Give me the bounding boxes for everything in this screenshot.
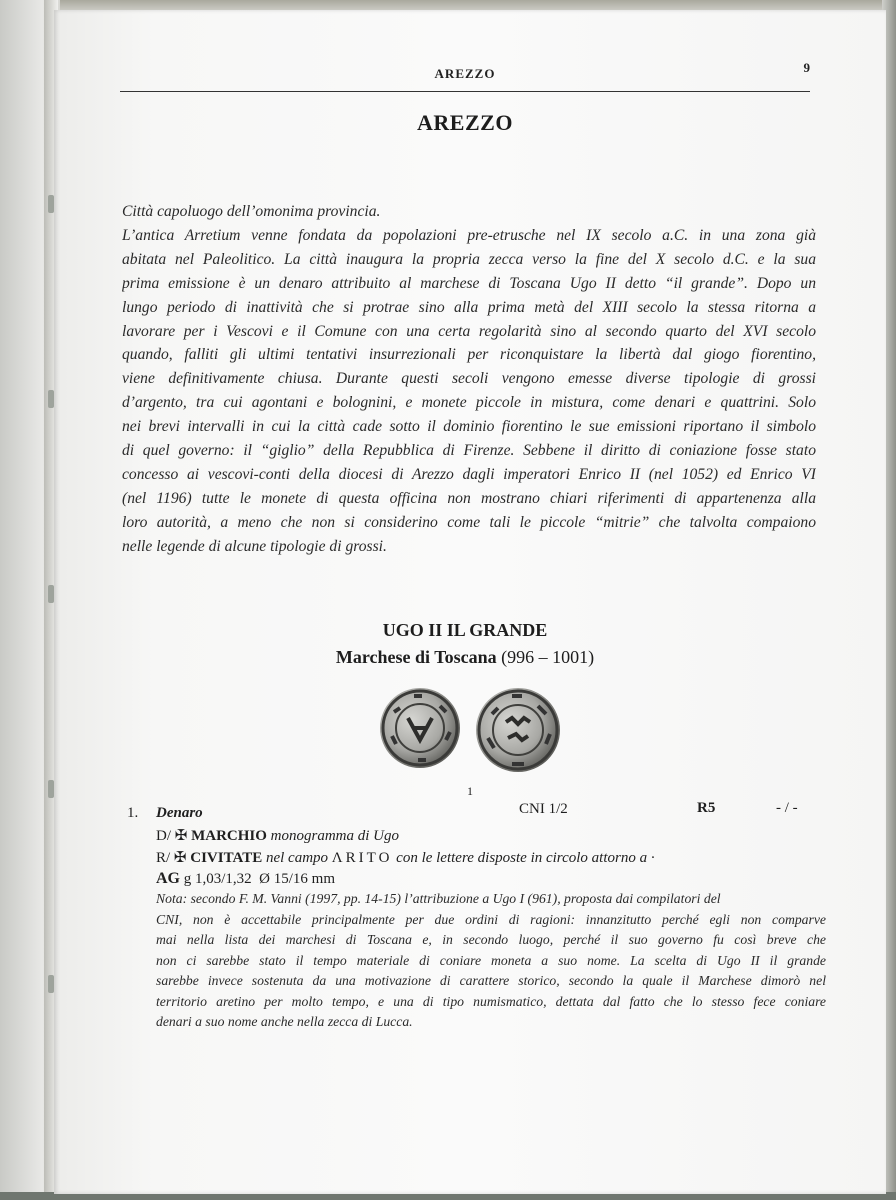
metal-weight-row bbox=[156, 870, 335, 888]
intro-paragraph bbox=[122, 200, 816, 559]
catalog-reference: CNI 1/2 bbox=[519, 801, 568, 817]
catalog-note bbox=[156, 889, 826, 1033]
intro-line: viene definitivamente chiusa. Durante questi secoli vengono emesse diverse tipologie di grossi bbox=[122, 370, 816, 388]
page-number: 9 bbox=[803, 60, 810, 75]
entry-number: 1. bbox=[127, 805, 139, 821]
intro-line: abitata nel Paleolitico. La città inaugura la propria zecca verso la fine del X secolo d.C. e la sua bbox=[122, 250, 816, 268]
coin-reverse-image bbox=[476, 688, 560, 772]
obverse-description bbox=[156, 826, 399, 845]
note-line: denari a suo nome anche nella zecca di Lucca. bbox=[156, 1014, 413, 1029]
page-title: AREZZO bbox=[417, 110, 513, 135]
intro-line: concesso ai vescovi-conti della diocesi di Arezzo dagli imperatori Enrico II (nel 1052) ed Enrico VI bbox=[122, 465, 816, 483]
note-line: Nota: secondo F. M. Vanni (1997, pp. 14-15) l’attribuzione a Ugo I (961), proposta dai compilatori del bbox=[156, 891, 721, 906]
rarity-grade: R5 bbox=[697, 800, 716, 816]
intro-line: Città capoluogo dell’omonima provincia. bbox=[122, 203, 381, 220]
ruler-title: Marchese di Toscana bbox=[335, 647, 497, 667]
coin-caption: 1 bbox=[467, 784, 473, 798]
note-line: CNI, non è accettabile principalmente per due ordini di ragioni: innanzitutto perché egli non comparve bbox=[156, 911, 826, 927]
running-header bbox=[120, 62, 810, 92]
note-line: sarebbe invece sostenuta da una motivazione di carattere storico, secondo la quale il Marchese dimorò nel bbox=[156, 973, 826, 988]
note-line: territorio aretino per molto tempo, e una di tipo numismatico, dettata dal fatto che lo stesso fece coniare bbox=[156, 993, 826, 1009]
coin-type-name: Denaro bbox=[156, 805, 203, 821]
obverse-legend: MARCHIO bbox=[191, 828, 267, 844]
intro-line: (nel 1196) tutte le monete di questa officina non mostrano chiari riferimenti di appartenenza alla bbox=[122, 489, 816, 507]
intro-line: lavorare per i Vescovi e il Comune con una certa regolarità sino al secondo quarto del XVI secolo bbox=[122, 322, 816, 340]
note-line: mai nella lista dei marchesi di Toscana e, in secondo luogo, perché il suo governo fu così breve che bbox=[156, 932, 826, 947]
reverse-desc-2: con le lettere disposte in circolo attorno a · bbox=[396, 850, 655, 866]
intro-line: L’antica Arretium venne fondata da popolazioni pre-etrusche nel IX secolo a.C. in una zona già bbox=[122, 226, 816, 244]
obverse-prefix: D/ ✠ bbox=[156, 828, 188, 844]
ruler-dates: (996 – 1001) bbox=[501, 647, 595, 667]
intro-line: di quel governo: il “giglio” della Repubblica di Firenze. Sebbene il diritto di coniazione fosse stato bbox=[122, 442, 816, 460]
intro-line: d’argento, tra cui agontani e bolognini, e monete piccole in mistura, come denari e quattrini. Solo bbox=[122, 394, 816, 412]
intro-line: nelle legende di alcune tipologie di grossi. bbox=[122, 537, 387, 555]
coin-obverse-image bbox=[380, 688, 460, 768]
metal-code: AG bbox=[156, 870, 180, 887]
intro-line: loro autorità, a meno che non si considerino come tali le piccole “mitrie” che talvolta compaiono bbox=[122, 513, 816, 531]
reverse-prefix: R/ ✠ bbox=[156, 850, 187, 866]
intro-line: quando, falliti gli ultimi tentativi insurrezionali per riconquistare la libertà dal giogo fiorentino, bbox=[122, 346, 816, 364]
reverse-legend: CIVITATE bbox=[190, 850, 263, 866]
reverse-desc-1: nel campo bbox=[265, 850, 329, 866]
note-line: non ci sarebbe stato il tempo materiale di coniare moneta a suo nome. La scelta di Ugo II il grande bbox=[156, 952, 826, 968]
reverse-description bbox=[156, 848, 655, 867]
price-value: - / - bbox=[776, 800, 798, 816]
intro-line: lungo periodo di inattività che si protrae sino alla prima metà del XIII secolo la stessa ritorna a bbox=[122, 298, 816, 316]
ruler-heading: UGO II IL GRANDE bbox=[382, 620, 548, 640]
weight-diameter: g 1,03/1,32 Ø 15/16 mm bbox=[183, 871, 336, 887]
reverse-field-letters: ΛRITO bbox=[331, 850, 393, 866]
obverse-desc: monogramma di Ugo bbox=[270, 828, 399, 844]
intro-line: prima emissione è un denaro attribuito al marchese di Toscana Ugo II detto “il grande”. Dopo un bbox=[122, 274, 816, 292]
intro-line: nei brevi intervalli in cui la città cade sotto il dominio fiorentino le sue emissioni riportano il simbolo bbox=[122, 418, 816, 436]
ruler-subtitle bbox=[120, 647, 810, 668]
running-title: AREZZO bbox=[434, 66, 496, 81]
